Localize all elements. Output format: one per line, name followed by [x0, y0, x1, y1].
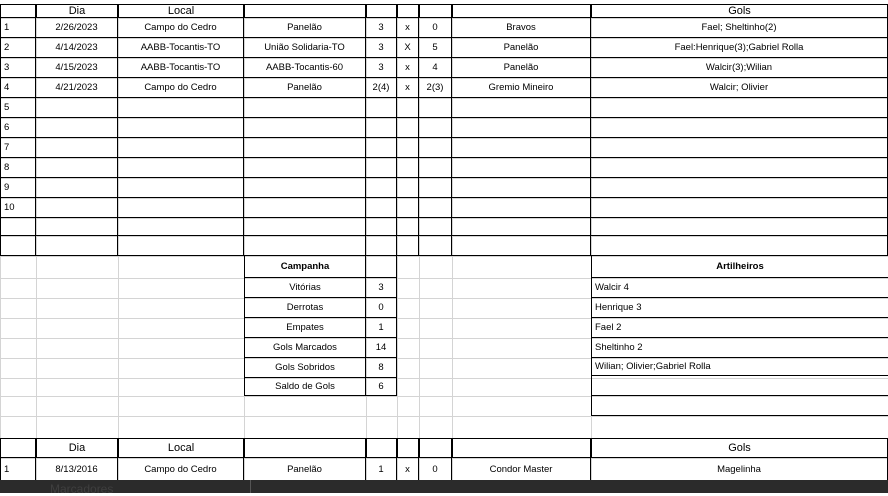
artilheiro-entry[interactable]: Sheltinho 2 [591, 338, 888, 358]
row-number[interactable]: 5 [0, 98, 36, 118]
match-versus[interactable] [397, 158, 419, 178]
artilheiro-entry[interactable]: Walcir 4 [591, 278, 888, 298]
match-versus[interactable] [397, 198, 419, 218]
match-local[interactable] [118, 118, 244, 138]
campanha-value[interactable]: 6 [366, 378, 397, 396]
match-versus[interactable] [397, 138, 419, 158]
match-local[interactable]: AABB-Tocantis-TO [118, 38, 244, 58]
match-away-team[interactable]: Panelão [452, 38, 591, 58]
match-away-score[interactable]: 4 [419, 58, 452, 78]
match-versus[interactable]: X [397, 38, 419, 58]
campanha-label[interactable]: Empates [244, 318, 366, 338]
match-away-score[interactable] [419, 218, 452, 236]
tab-separator [250, 480, 251, 493]
row-number[interactable]: 6 [0, 118, 36, 138]
match-local[interactable] [118, 236, 244, 256]
campanha-label[interactable]: Vitórias [244, 278, 366, 298]
match-local[interactable]: AABB-Tocantis-TO [118, 58, 244, 78]
match-away-team[interactable] [452, 138, 591, 158]
match-local[interactable] [118, 138, 244, 158]
campanha-title-value[interactable] [366, 256, 397, 278]
header-number[interactable] [0, 4, 36, 18]
header-x[interactable] [397, 4, 419, 18]
match-home-team[interactable] [244, 198, 366, 218]
campanha-value[interactable]: 3 [366, 278, 397, 298]
match-home-score[interactable] [366, 236, 397, 256]
match-goals[interactable]: Fael:Henrique(3);Gabriel Rolla [591, 38, 888, 58]
match-date[interactable] [36, 198, 118, 218]
match-away-score[interactable]: 5 [419, 38, 452, 58]
match-home-score[interactable] [366, 178, 397, 198]
match-away-team[interactable] [452, 118, 591, 138]
match-away-score[interactable] [419, 178, 452, 198]
match-home-score[interactable]: 3 [366, 18, 397, 38]
match-home-team[interactable] [244, 138, 366, 158]
header2-dia[interactable]: Dia [36, 438, 118, 458]
match-goals[interactable] [591, 138, 888, 158]
match-goals[interactable] [591, 118, 888, 138]
campanha-label[interactable]: Gols Marcados [244, 338, 366, 358]
match-away-team[interactable] [452, 98, 591, 118]
match-away-team[interactable] [452, 236, 591, 256]
match2-date[interactable]: 8/13/2016 [36, 458, 118, 480]
match-date[interactable] [36, 158, 118, 178]
header-local[interactable]: Local [118, 4, 244, 18]
match-home-team[interactable]: Panelão [244, 78, 366, 98]
header-gols[interactable]: Gols [591, 4, 888, 18]
match-away-score[interactable] [419, 138, 452, 158]
match-away-score[interactable] [419, 118, 452, 138]
match-local[interactable]: Campo do Cedro [118, 18, 244, 38]
match2-away-team[interactable]: Condor Master [452, 458, 591, 480]
match-date[interactable] [36, 218, 118, 236]
match-goals[interactable]: Fael; Sheltinho(2) [591, 18, 888, 38]
match-away-team[interactable] [452, 178, 591, 198]
row-number[interactable]: 9 [0, 178, 36, 198]
match-goals[interactable] [591, 218, 888, 236]
match-versus[interactable]: x [397, 78, 419, 98]
header-home[interactable] [244, 4, 366, 18]
match2-away-score[interactable]: 0 [419, 458, 452, 480]
match-home-team[interactable]: AABB-Tocantis-60 [244, 58, 366, 78]
match-goals[interactable] [591, 158, 888, 178]
campanha-value[interactable]: 0 [366, 298, 397, 318]
match-home-score[interactable] [366, 98, 397, 118]
header2-x[interactable] [397, 438, 419, 458]
artilheiro-entry[interactable]: Fael 2 [591, 318, 888, 338]
match-goals[interactable] [591, 178, 888, 198]
match-home-score[interactable] [366, 198, 397, 218]
header2-home-score[interactable] [366, 438, 397, 458]
match2-local[interactable]: Campo do Cedro [118, 458, 244, 480]
match-local[interactable] [118, 158, 244, 178]
match-local[interactable] [118, 178, 244, 198]
header2-gols[interactable]: Gols [591, 438, 888, 458]
match-away-team[interactable]: Gremio Mineiro [452, 78, 591, 98]
match-away-team[interactable] [452, 218, 591, 236]
header2-away-score[interactable] [419, 438, 452, 458]
gridline-horizontal [0, 416, 888, 417]
header2-home[interactable] [244, 438, 366, 458]
match-away-team[interactable]: Panelão [452, 58, 591, 78]
row-number[interactable]: 10 [0, 198, 36, 218]
row-number[interactable]: 3 [0, 58, 36, 78]
match-home-score[interactable] [366, 138, 397, 158]
header2-number[interactable] [0, 438, 36, 458]
match-away-score[interactable] [419, 236, 452, 256]
row2-number[interactable]: 1 [0, 458, 36, 480]
match-away-score[interactable] [419, 198, 452, 218]
match-date[interactable] [36, 178, 118, 198]
match2-goals[interactable]: Magelinha [591, 458, 888, 480]
match-local[interactable]: Campo do Cedro [118, 78, 244, 98]
match-local[interactable] [118, 198, 244, 218]
match2-home-score[interactable]: 1 [366, 458, 397, 480]
row-number[interactable]: 8 [0, 158, 36, 178]
match-home-team[interactable] [244, 236, 366, 256]
row-number[interactable] [0, 236, 36, 256]
match-goals[interactable]: Walcir(3);Wilian [591, 58, 888, 78]
match-versus[interactable] [397, 236, 419, 256]
match-goals[interactable] [591, 236, 888, 256]
match-goals[interactable] [591, 98, 888, 118]
campanha-title[interactable]: Campanha [244, 256, 366, 278]
artilheiro-entry[interactable]: Henrique 3 [591, 298, 888, 318]
campanha-label[interactable]: Derrotas [244, 298, 366, 318]
match-versus[interactable] [397, 118, 419, 138]
match-away-team[interactable]: Bravos [452, 18, 591, 38]
match-home-score[interactable]: 2(4) [366, 78, 397, 98]
match-home-score[interactable]: 3 [366, 58, 397, 78]
match-versus[interactable] [397, 178, 419, 198]
match-away-score[interactable] [419, 98, 452, 118]
match-home-score[interactable] [366, 218, 397, 236]
row-number[interactable]: 1 [0, 18, 36, 38]
match-away-team[interactable] [452, 158, 591, 178]
match-home-team[interactable]: Panelão [244, 18, 366, 38]
match-date[interactable]: 4/15/2023 [36, 58, 118, 78]
match-date[interactable]: 4/14/2023 [36, 38, 118, 58]
match-home-team[interactable] [244, 118, 366, 138]
campanha-value[interactable]: 8 [366, 358, 397, 378]
match-date[interactable] [36, 98, 118, 118]
row-number[interactable]: 2 [0, 38, 36, 58]
match-local[interactable] [118, 98, 244, 118]
match2-versus[interactable]: x [397, 458, 419, 480]
match-away-team[interactable] [452, 198, 591, 218]
match-goals[interactable]: Walcir; Olivier [591, 78, 888, 98]
match-away-score[interactable]: 2(3) [419, 78, 452, 98]
match-away-score[interactable] [419, 158, 452, 178]
campanha-value[interactable]: 14 [366, 338, 397, 358]
header2-away[interactable] [452, 438, 591, 458]
artilheiro-entry[interactable] [591, 396, 888, 416]
match2-home-team[interactable]: Panelão [244, 458, 366, 480]
row-number[interactable] [0, 218, 36, 236]
sheet-tab-bar [0, 480, 888, 496]
match-date[interactable] [36, 236, 118, 256]
match-local[interactable] [118, 218, 244, 236]
match-home-score[interactable]: 3 [366, 38, 397, 58]
campanha-label[interactable]: Saldo de Gols [244, 378, 366, 396]
match-versus[interactable] [397, 218, 419, 236]
campanha-value[interactable]: 1 [366, 318, 397, 338]
match-home-score[interactable] [366, 158, 397, 178]
header2-local[interactable]: Local [118, 438, 244, 458]
match-versus[interactable] [397, 98, 419, 118]
row-number[interactable]: 4 [0, 78, 36, 98]
match-versus[interactable]: x [397, 58, 419, 78]
match-home-team[interactable] [244, 178, 366, 198]
campanha-label[interactable]: Gols Sobridos [244, 358, 366, 378]
match-home-score[interactable] [366, 118, 397, 138]
row-number[interactable]: 7 [0, 138, 36, 158]
artilheiro-entry[interactable] [591, 376, 888, 396]
match-home-team[interactable] [244, 98, 366, 118]
match-goals[interactable] [591, 198, 888, 218]
artilheiro-entry[interactable]: Wilian; Olivier;Gabriel Rolla [591, 358, 888, 376]
match-versus[interactable]: x [397, 18, 419, 38]
match-date[interactable]: 2/26/2023 [36, 18, 118, 38]
artilheiros-title[interactable]: Artilheiros [591, 256, 888, 278]
header-away-score[interactable] [419, 4, 452, 18]
header-home-score[interactable] [366, 4, 397, 18]
match-home-team[interactable] [244, 158, 366, 178]
match-home-team[interactable] [244, 218, 366, 236]
match-home-team[interactable]: União Solidaria-TO [244, 38, 366, 58]
match-date[interactable]: 4/21/2023 [36, 78, 118, 98]
faded-tab-label: Marcadores [50, 482, 114, 496]
match-away-score[interactable]: 0 [419, 18, 452, 38]
header-dia[interactable]: Dia [36, 4, 118, 18]
match-date[interactable] [36, 138, 118, 158]
header-away[interactable] [452, 4, 591, 18]
match-date[interactable] [36, 118, 118, 138]
